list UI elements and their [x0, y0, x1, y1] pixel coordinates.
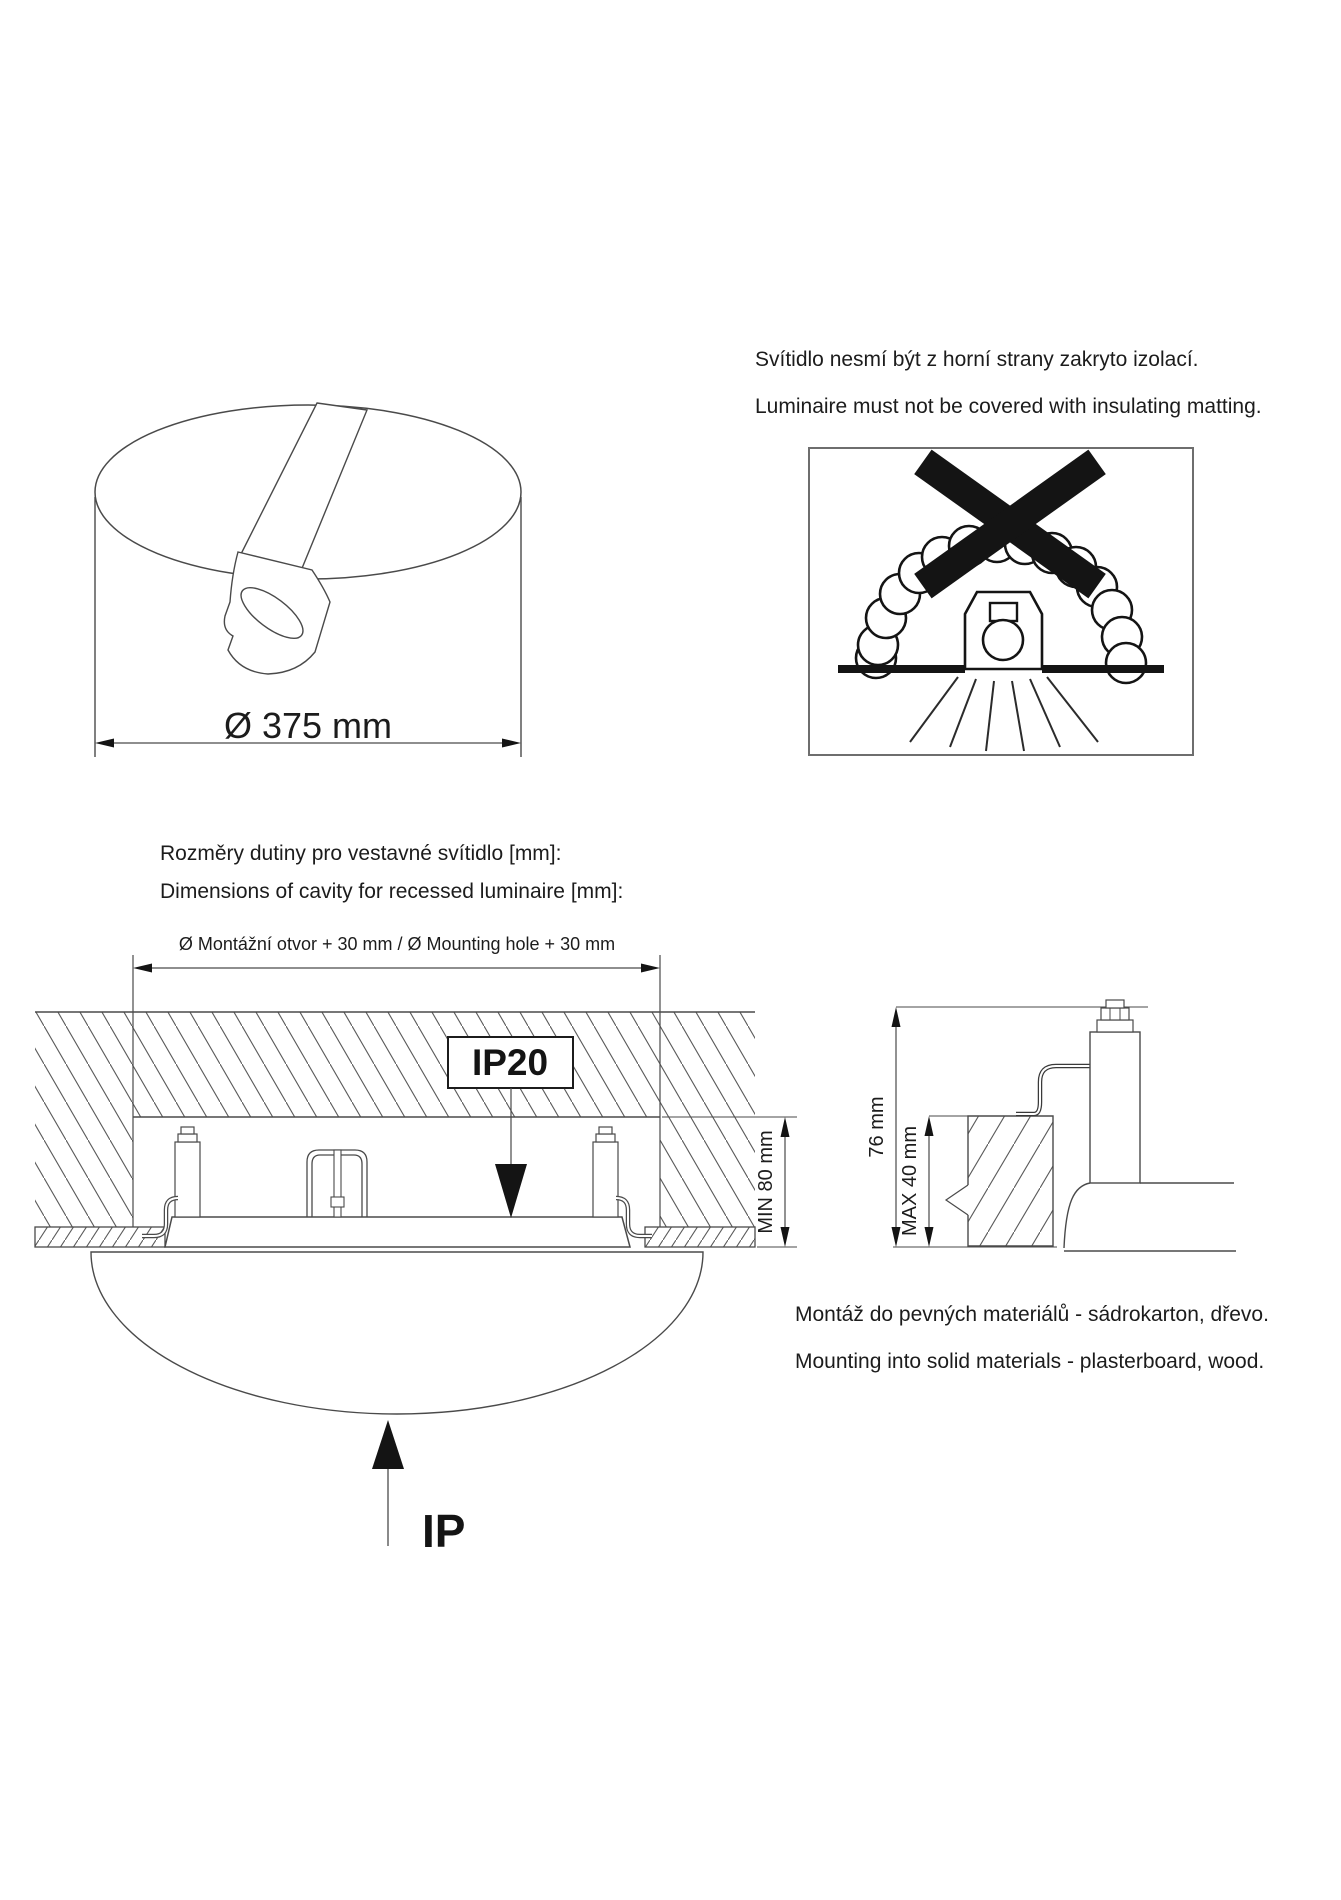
min-depth-label: MIN 80 mm [755, 1130, 777, 1234]
insulation-warning-icon [810, 449, 1192, 754]
plasterboard-strip-right [645, 1227, 755, 1247]
ceiling-line-left [838, 665, 965, 673]
ip20-badge [448, 1037, 573, 1088]
luminaire-base-detail [1064, 1183, 1236, 1251]
mounting-clip-detail [1016, 1066, 1090, 1114]
cross-section-drawing [25, 930, 815, 1575]
max-thickness-label: MAX 40 mm [899, 1125, 921, 1237]
hole-cutting-drawing [60, 320, 560, 770]
luminaire-pictogram [965, 592, 1042, 669]
fixing-stud-left [175, 1127, 200, 1217]
cross-icon [914, 450, 1106, 599]
bulb-base [990, 603, 1017, 621]
diameter-dimension [95, 705, 521, 748]
ip20-arrow-icon [495, 1164, 527, 1218]
ip20-label: IP20 [471, 1042, 549, 1083]
fixing-stud-right [593, 1127, 618, 1217]
panel-block [946, 1116, 1053, 1246]
mounting-hole-label: Ø Montážní otvor + 30 mm / Ø Mounting hole + 30 mm [178, 934, 616, 954]
insulation-warning-box [808, 447, 1194, 756]
insulation-warning-text-en: Luminaire must not be covered with insulating matting. [755, 395, 1262, 418]
cavity-heading-cs: Rozměry dutiny pro vestavné svítidlo [mm]: [160, 842, 562, 865]
min-depth-dimension [755, 1117, 790, 1247]
cavity-heading-en: Dimensions of cavity for recessed luminaire [mm]: [160, 880, 624, 903]
bulb-icon [983, 620, 1023, 660]
arrowhead-left [95, 739, 114, 748]
arrowhead-right [502, 739, 521, 748]
ceiling-line-right [1042, 665, 1164, 673]
ip-label: IP [422, 1505, 466, 1557]
diameter-label: Ø 375 mm [223, 705, 393, 746]
spring-bracket [307, 1150, 367, 1217]
fixing-stud-detail [1090, 1000, 1140, 1183]
insulation-warning-text-cs: Svítidlo nesmí být z horní strany zakryto izolací. [755, 348, 1199, 371]
break-mark [946, 1185, 968, 1215]
hatched-ceiling-material [35, 1012, 755, 1227]
height-label: 76 mm [866, 1096, 888, 1158]
mounting-note-cs: Montáž do pevných materiálů - sádrokarton, dřevo. [795, 1303, 1269, 1326]
side-detail-drawing [850, 968, 1270, 1278]
height-dimension [866, 1007, 901, 1247]
luminaire-base-plate [165, 1217, 630, 1247]
mounting-hole-dimension [133, 934, 660, 973]
mounting-note-en: Mounting into solid materials - plasterboard, wood. [795, 1350, 1265, 1373]
light-rays-icon [910, 677, 1098, 751]
ip-arrow-icon [372, 1420, 404, 1469]
glass-dome [91, 1252, 703, 1414]
